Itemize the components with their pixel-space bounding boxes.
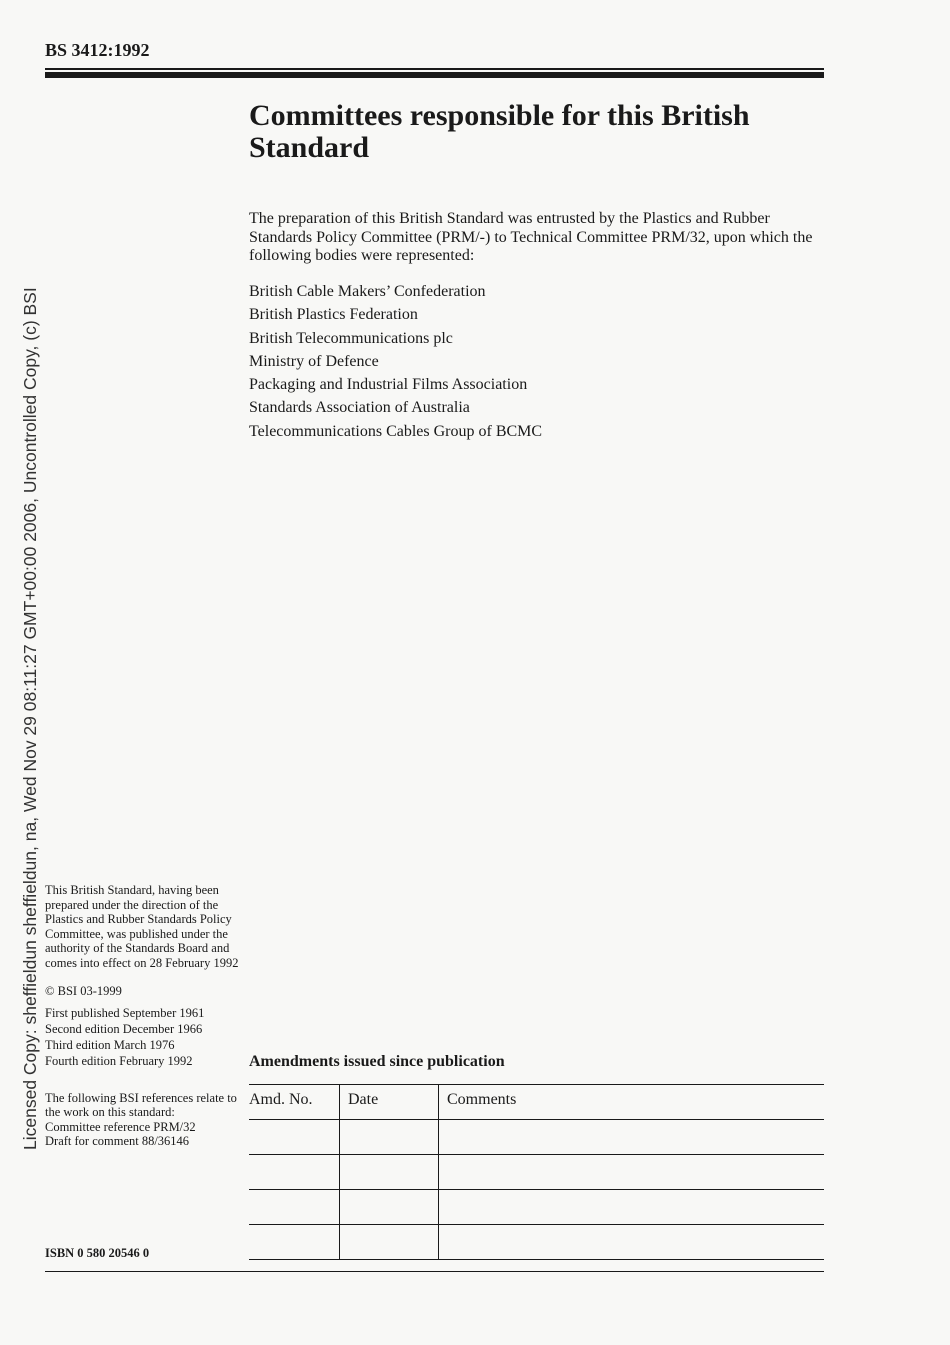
- table-cell: [439, 1120, 825, 1155]
- table-cell: [439, 1190, 825, 1225]
- list-item: British Plastics Federation: [249, 306, 418, 324]
- table-row: [249, 1120, 824, 1155]
- page-title: Committees responsible for this British Standard: [249, 99, 750, 164]
- table-row: [249, 1225, 824, 1260]
- table-cell: [340, 1190, 439, 1225]
- table-row: [249, 1190, 824, 1225]
- copyright-notice: © BSI 03-1999: [45, 984, 122, 998]
- column-header-comments: Comments: [439, 1085, 825, 1120]
- bsi-references: [45, 1091, 245, 1149]
- list-item: Ministry of Defence: [249, 352, 379, 370]
- draft-reference: Draft for comment 88/36146: [45, 1134, 190, 1148]
- license-watermark: Licensed Copy: sheffieldun sheffieldun, na, Wed Nov 29 08:11:27 GMT+00:00 2006, Uncontrolled Copy, (c) BSI: [20, 287, 40, 1150]
- isbn: ISBN 0 580 20546 0: [45, 1246, 150, 1260]
- table-cell: [249, 1225, 340, 1260]
- standard-number: BS 3412:1992: [45, 40, 150, 60]
- table-cell: [340, 1120, 439, 1155]
- list-item: British Cable Makers’ Confederation: [249, 283, 486, 300]
- committee-reference: Committee reference PRM/32: [45, 1119, 196, 1134]
- table-header-row: [249, 1085, 824, 1120]
- references-intro: The following BSI references relate to the work on this standard:: [45, 1090, 237, 1119]
- table-cell: [439, 1155, 825, 1190]
- edition-line: Second edition December 1966: [45, 1021, 203, 1036]
- list-item: Standards Association of Australia: [249, 399, 470, 417]
- column-header-date: Date: [340, 1085, 439, 1120]
- list-item: British Telecommunications plc: [249, 329, 453, 347]
- edition-line: First published September 1961: [45, 1005, 205, 1020]
- column-header-amd-no: Amd. No.: [249, 1085, 340, 1120]
- table-cell: [439, 1225, 825, 1260]
- table-cell: [249, 1155, 340, 1190]
- list-item: Packaging and Industrial Films Association: [249, 376, 528, 394]
- intro-paragraph: The preparation of this British Standard was entrusted by the Plastics and Rubber Standards Policy Committee (PRM/-) to Technical Committee PRM/32, upon which the following bodies were represented:: [249, 210, 813, 264]
- represented-bodies-list: [249, 280, 542, 443]
- header-rule-thick: [45, 72, 824, 78]
- publication-sidebar: [45, 883, 245, 1149]
- preparation-note: This British Standard, having been prepared under the direction of the Plastics and Rubber Standards Policy Committee, was published under the authority of the Standards Board and comes into effect on 28 February 1992: [45, 883, 239, 970]
- header-rule-thin: [45, 68, 824, 70]
- table-row: [249, 1155, 824, 1190]
- amendments-table: [249, 1084, 824, 1260]
- table-cell: [249, 1120, 340, 1155]
- table-cell: [340, 1225, 439, 1260]
- footer-rule: [45, 1271, 824, 1272]
- edition-line: Third edition March 1976: [45, 1037, 175, 1052]
- amendments-title: Amendments issued since publication: [249, 1053, 505, 1070]
- edition-line: Fourth edition February 1992: [45, 1053, 193, 1068]
- table-cell: [340, 1155, 439, 1190]
- edition-history: [45, 1005, 245, 1069]
- table-cell: [249, 1190, 340, 1225]
- list-item: Telecommunications Cables Group of BCMC: [249, 422, 543, 440]
